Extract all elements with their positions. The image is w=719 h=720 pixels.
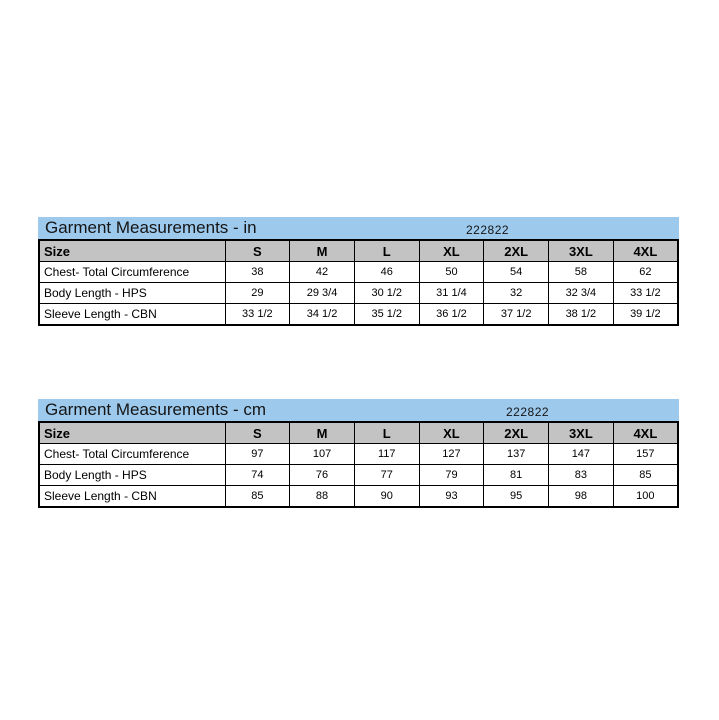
- measurement-value: 46: [354, 262, 419, 283]
- column-header-l: L: [354, 422, 419, 444]
- measurement-value: 127: [419, 444, 484, 465]
- measurement-value: 36 1/2: [419, 304, 484, 326]
- column-header-m: M: [290, 240, 355, 262]
- measurement-value: 85: [613, 465, 678, 486]
- column-header-2xl: 2XL: [484, 422, 549, 444]
- row-label: Chest- Total Circumference: [39, 262, 225, 283]
- style-number: 222822: [506, 405, 550, 419]
- measurement-value: 42: [290, 262, 355, 283]
- table-row: [39, 283, 678, 304]
- column-header-3xl: 3XL: [549, 422, 614, 444]
- measurement-value: 88: [290, 486, 355, 508]
- measurement-value: 58: [549, 262, 614, 283]
- row-label: Sleeve Length - CBN: [39, 304, 225, 326]
- table-title: Garment Measurements - cm: [45, 400, 267, 419]
- garment-measurements-cm: [38, 399, 679, 508]
- measurement-value: 90: [354, 486, 419, 508]
- column-header-size: Size: [39, 422, 225, 444]
- header-row: [39, 240, 678, 262]
- row-label: Sleeve Length - CBN: [39, 486, 225, 508]
- measurement-value: 98: [549, 486, 614, 508]
- size-chart-table-in: [38, 239, 679, 326]
- measurement-value: 50: [419, 262, 484, 283]
- measurement-value: 157: [613, 444, 678, 465]
- measurement-value: 77: [354, 465, 419, 486]
- table-row: [39, 486, 678, 508]
- measurement-value: 32: [484, 283, 549, 304]
- measurement-value: 74: [225, 465, 290, 486]
- measurement-value: 137: [484, 444, 549, 465]
- column-header-size: Size: [39, 240, 225, 262]
- measurement-value: 83: [549, 465, 614, 486]
- column-header-3xl: 3XL: [549, 240, 614, 262]
- measurement-value: 147: [549, 444, 614, 465]
- measurement-value: 95: [484, 486, 549, 508]
- row-label: Body Length - HPS: [39, 465, 225, 486]
- column-header-xl: XL: [419, 422, 484, 444]
- measurement-value: 38: [225, 262, 290, 283]
- measurement-value: 62: [613, 262, 678, 283]
- measurement-value: 30 1/2: [354, 283, 419, 304]
- measurement-value: 29: [225, 283, 290, 304]
- measurement-value: 85: [225, 486, 290, 508]
- measurement-value: 31 1/4: [419, 283, 484, 304]
- measurement-value: 33 1/2: [225, 304, 290, 326]
- measurement-value: 34 1/2: [290, 304, 355, 326]
- row-label: Chest- Total Circumference: [39, 444, 225, 465]
- table-row: [39, 465, 678, 486]
- measurement-value: 76: [290, 465, 355, 486]
- measurement-value: 37 1/2: [484, 304, 549, 326]
- table-title: Garment Measurements - in: [45, 218, 257, 237]
- column-header-l: L: [354, 240, 419, 262]
- measurement-value: 117: [354, 444, 419, 465]
- table-title-bar: [38, 399, 679, 421]
- column-header-s: S: [225, 422, 290, 444]
- measurement-value: 93: [419, 486, 484, 508]
- table-title-bar: [38, 217, 679, 239]
- size-chart-table-cm: [38, 421, 679, 508]
- measurement-value: 81: [484, 465, 549, 486]
- column-header-m: M: [290, 422, 355, 444]
- table-row: [39, 304, 678, 326]
- header-row: [39, 422, 678, 444]
- column-header-xl: XL: [419, 240, 484, 262]
- column-header-s: S: [225, 240, 290, 262]
- measurement-value: 54: [484, 262, 549, 283]
- measurement-value: 39 1/2: [613, 304, 678, 326]
- style-number: 222822: [466, 223, 510, 237]
- table-row: [39, 262, 678, 283]
- measurement-value: 38 1/2: [549, 304, 614, 326]
- measurement-value: 100: [613, 486, 678, 508]
- measurement-value: 29 3/4: [290, 283, 355, 304]
- measurement-value: 32 3/4: [549, 283, 614, 304]
- column-header-4xl: 4XL: [613, 422, 678, 444]
- garment-measurements-in: [38, 217, 679, 326]
- measurement-value: 97: [225, 444, 290, 465]
- column-header-4xl: 4XL: [613, 240, 678, 262]
- measurement-value: 35 1/2: [354, 304, 419, 326]
- row-label: Body Length - HPS: [39, 283, 225, 304]
- measurement-value: 79: [419, 465, 484, 486]
- measurement-value: 33 1/2: [613, 283, 678, 304]
- measurement-value: 107: [290, 444, 355, 465]
- column-header-2xl: 2XL: [484, 240, 549, 262]
- table-row: [39, 444, 678, 465]
